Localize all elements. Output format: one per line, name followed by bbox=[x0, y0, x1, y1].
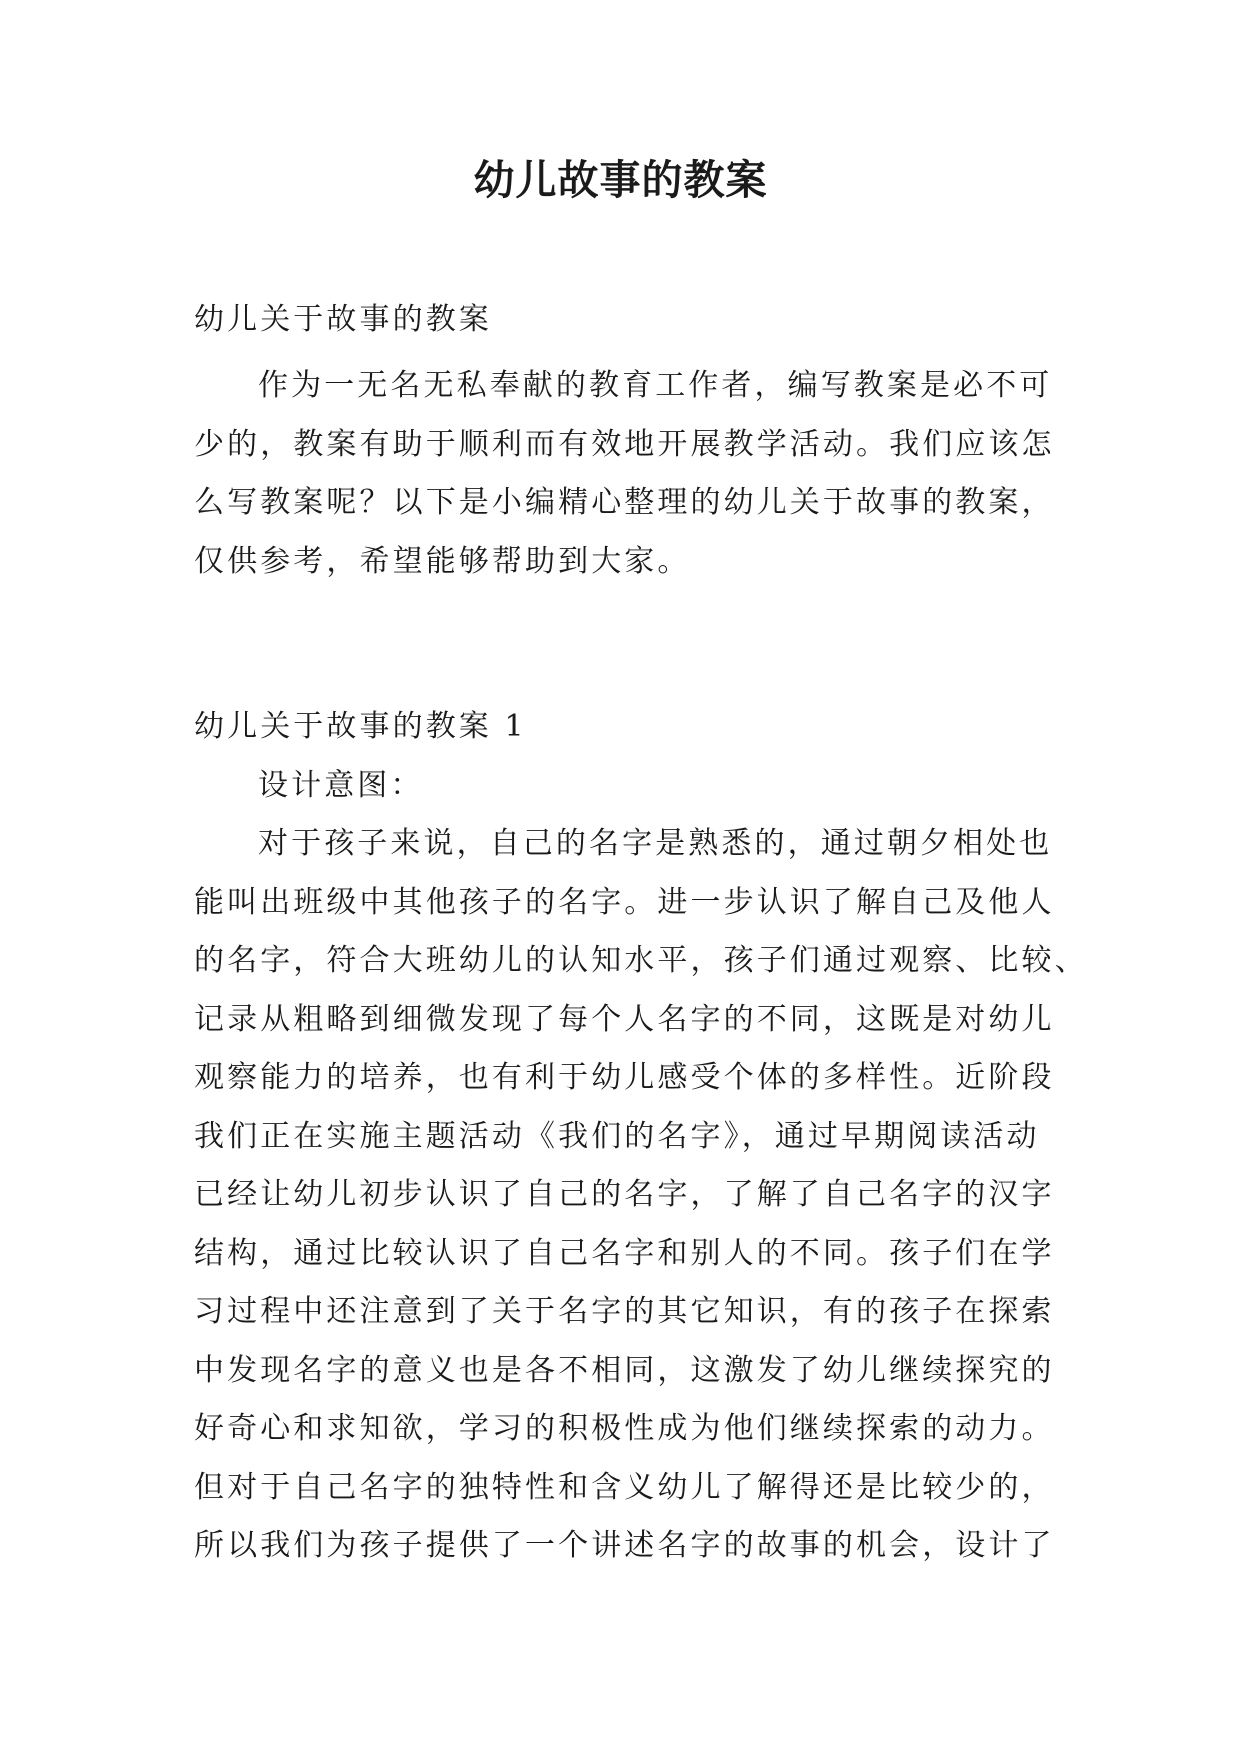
body-line: 结构，通过比较认识了自己名字和别人的不同。孩子们在学 bbox=[194, 1235, 1055, 1271]
design-intent-label: 设计意图： bbox=[258, 767, 424, 803]
body-line: 所以我们为孩子提供了一个讲述名字的故事的机会，设计了 bbox=[194, 1528, 1055, 1563]
document-title: 幼儿故事的教案 bbox=[473, 156, 768, 204]
body-line: 观察能力的培养，也有利于幼儿感受个体的多样性。近阶段 bbox=[194, 1060, 1055, 1095]
body-line: 好奇心和求知欲，学习的积极性成为他们继续探索的动力。 bbox=[194, 1411, 1055, 1446]
body-line: 中发现名字的意义也是各不相同，这激发了幼儿继续探究的 bbox=[194, 1352, 1055, 1388]
body-line: 记录从粗略到细微发现了每个人名字的不同，这既是对幼儿 bbox=[194, 1001, 1055, 1037]
intro-paragraph bbox=[194, 357, 1064, 591]
intro-line: 少的，教案有助于顺利而有效地开展教学活动。我们应该怎 bbox=[194, 426, 1055, 462]
intro-line: 仅供参考，希望能够帮助到大家。 bbox=[194, 543, 691, 579]
body-line: 我们正在实施主题活动《我们的名字》，通过早期阅读活动 bbox=[194, 1118, 1040, 1154]
intro-line: 作为一无名无私奉献的教育工作者，编写教案是必不可 bbox=[258, 368, 1053, 403]
intro-line: 么写教案呢？以下是小编精心整理的幼儿关于故事的教案， bbox=[194, 485, 1055, 520]
body-line: 的名字，符合大班幼儿的认知水平，孩子们通过观察、比较、 bbox=[194, 943, 1088, 978]
body-line: 已经让幼儿初步认识了自己的名字，了解了自己名字的汉字 bbox=[194, 1177, 1055, 1212]
body-line: 对于孩子来说，自己的名字是熟悉的，通过朝夕相处也 bbox=[258, 826, 1053, 861]
body-line: 能叫出班级中其他孩子的名字。进一步认识了解自己及他人 bbox=[194, 884, 1055, 920]
body-line: 但对于自己名字的独特性和含义幼儿了解得还是比较少的， bbox=[194, 1469, 1055, 1505]
document-subtitle: 幼儿关于故事的教案 bbox=[194, 302, 492, 337]
body-line: 习过程中还注意到了关于名字的其它知识，有的孩子在探索 bbox=[194, 1294, 1055, 1329]
section-heading: 幼儿关于故事的教案 1 bbox=[194, 709, 527, 744]
section-1 bbox=[194, 698, 1088, 1576]
